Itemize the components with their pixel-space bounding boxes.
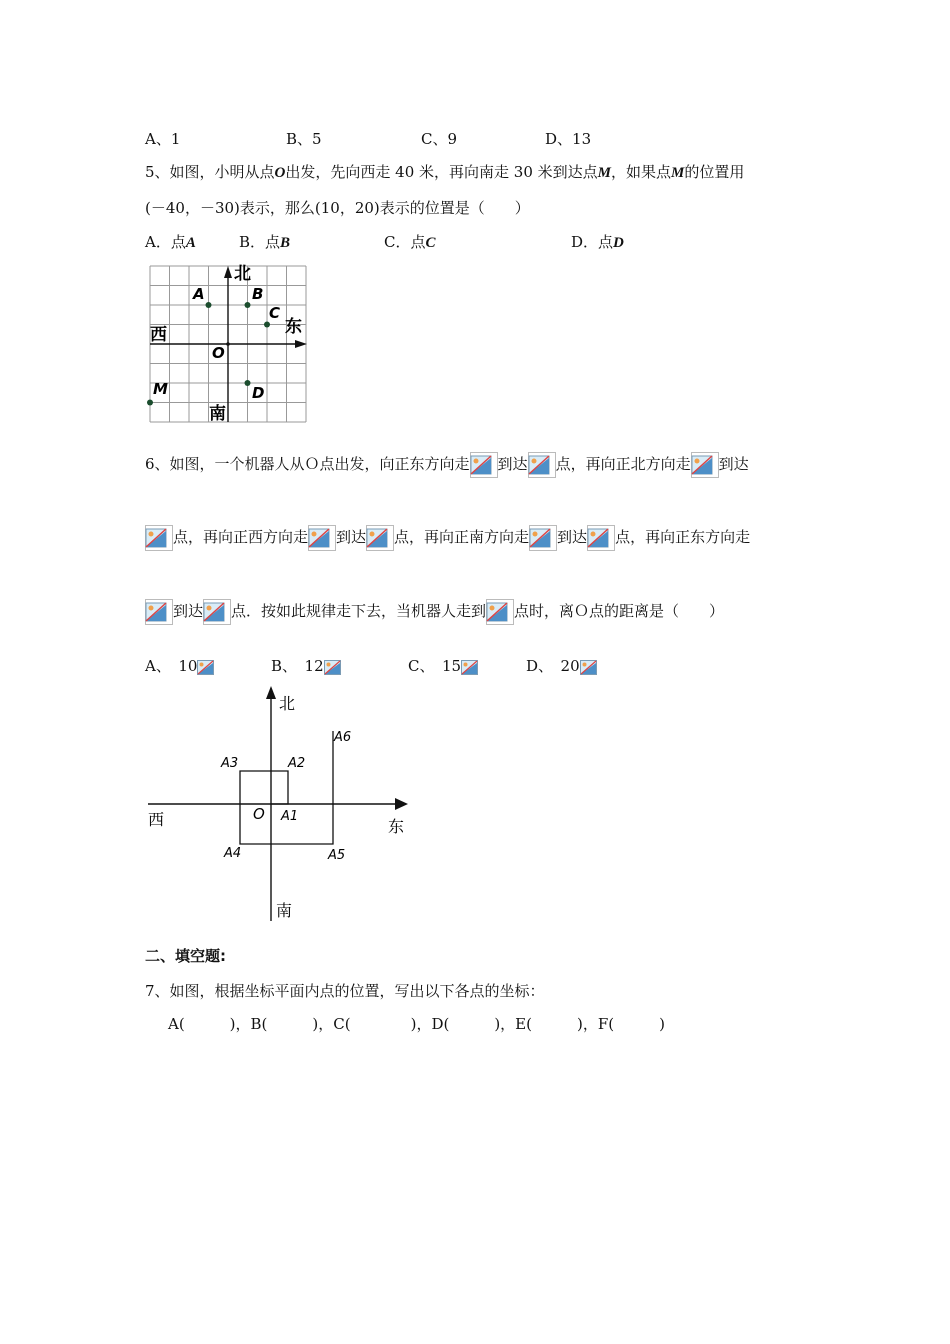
q5-line2: (－40，－30)表示，那么(10，20)表示的位置是（ ） [145, 199, 530, 217]
q6-option-c: C、 15 [408, 655, 478, 676]
q5-option-a: A．点A [145, 233, 196, 251]
broken-image-icon [529, 525, 557, 551]
west-label: 西 [150, 325, 167, 345]
label-a6: A6 [334, 730, 352, 745]
broken-image-icon [145, 599, 173, 625]
y-axis-arrow [224, 266, 232, 278]
q6-line2: 点，再向正西方向走 到达 点，再向正南方向走 到达 点，再向正东方向走 [145, 521, 750, 553]
q5-option-d: D．点D [571, 233, 624, 251]
broken-image-icon [470, 452, 498, 478]
q6-spiral-figure [145, 685, 415, 925]
broken-image-icon [580, 660, 597, 675]
label-a: A [193, 285, 205, 303]
q4-option-c: C、9 [421, 130, 458, 148]
q5-text: 的位置用 [684, 163, 745, 181]
point-c [264, 322, 270, 328]
south-label: 南 [209, 404, 226, 424]
point-m [147, 400, 153, 406]
q6-option-d: D、 20 [526, 655, 597, 676]
east-label: 东 [388, 817, 405, 836]
broken-image-icon [366, 525, 394, 551]
point-a [206, 302, 212, 308]
q4-option-b: B、5 [286, 130, 322, 148]
broken-image-icon [308, 525, 336, 551]
label-o: O [253, 805, 265, 823]
label-a3: A3 [221, 756, 239, 771]
point-d [245, 380, 251, 386]
q6-option-b: B、 12 [271, 655, 341, 676]
east-label: 东 [285, 317, 302, 337]
q6-options [145, 655, 745, 675]
q4-options [145, 128, 745, 148]
label-b: B [252, 285, 264, 303]
q5-point-m: M [597, 165, 611, 181]
west-label: 西 [148, 810, 165, 829]
broken-image-icon [324, 660, 341, 675]
q4-option-a: A、1 [145, 130, 181, 148]
north-label: 北 [279, 694, 296, 713]
q5-options [145, 231, 745, 251]
x-axis-arrow [395, 798, 408, 810]
label-a5: A5 [328, 848, 346, 863]
label-a1: A1 [281, 809, 299, 824]
q5-text: 出发，先向西走 40 米，再向南走 30 米到达点 [285, 163, 598, 181]
q5-option-b: B．点B [239, 233, 291, 251]
q5-option-c: C．点C [384, 233, 436, 251]
broken-image-icon [197, 660, 214, 675]
q5-line1 [145, 161, 744, 182]
label-a2: A2 [288, 756, 306, 771]
y-axis-arrow [266, 686, 276, 699]
point-b [245, 302, 251, 308]
label-m: M [153, 380, 168, 398]
section-title: 二、填空题: [145, 947, 226, 965]
south-label: 南 [276, 901, 293, 920]
broken-image-icon [587, 525, 615, 551]
q7-line1: 7、如图，根据坐标平面内点的位置，写出以下各点的坐标： [145, 982, 545, 1000]
q6-line1: 6、如图，一个机器人从Ｏ点出发，向正东方向走 到达 点，再向正北方向走 到达 [145, 448, 749, 480]
robot-path [240, 731, 333, 844]
q5-text: 5、如图，小明从点 [145, 163, 275, 181]
label-d: D [252, 384, 265, 402]
broken-image-icon [203, 599, 231, 625]
q4-option-d: D、13 [545, 130, 592, 148]
label-o: O [212, 344, 225, 362]
broken-image-icon [461, 660, 478, 675]
q5-point-m: M [671, 165, 685, 181]
label-a4: A4 [224, 846, 242, 861]
origin-dot [226, 342, 230, 346]
broken-image-icon [691, 452, 719, 478]
broken-image-icon [528, 452, 556, 478]
q6-option-a: A、 10 [145, 655, 214, 676]
label-c: C [269, 304, 281, 322]
q6-line3: 到达 点．按如此规律走下去，当机器人走到 点时，离Ｏ点的距离是（ ） [145, 595, 724, 627]
q5-text: ，如果点 [610, 163, 671, 181]
x-axis-arrow [295, 340, 307, 348]
north-label: 北 [234, 264, 251, 284]
q7-line2: A( )，B( )，C( )，D( )，E( )，F( ) [168, 1015, 665, 1033]
q5-point-o: O [274, 165, 286, 181]
broken-image-icon [486, 599, 514, 625]
broken-image-icon [145, 525, 173, 551]
q5-grid-figure [145, 262, 315, 424]
